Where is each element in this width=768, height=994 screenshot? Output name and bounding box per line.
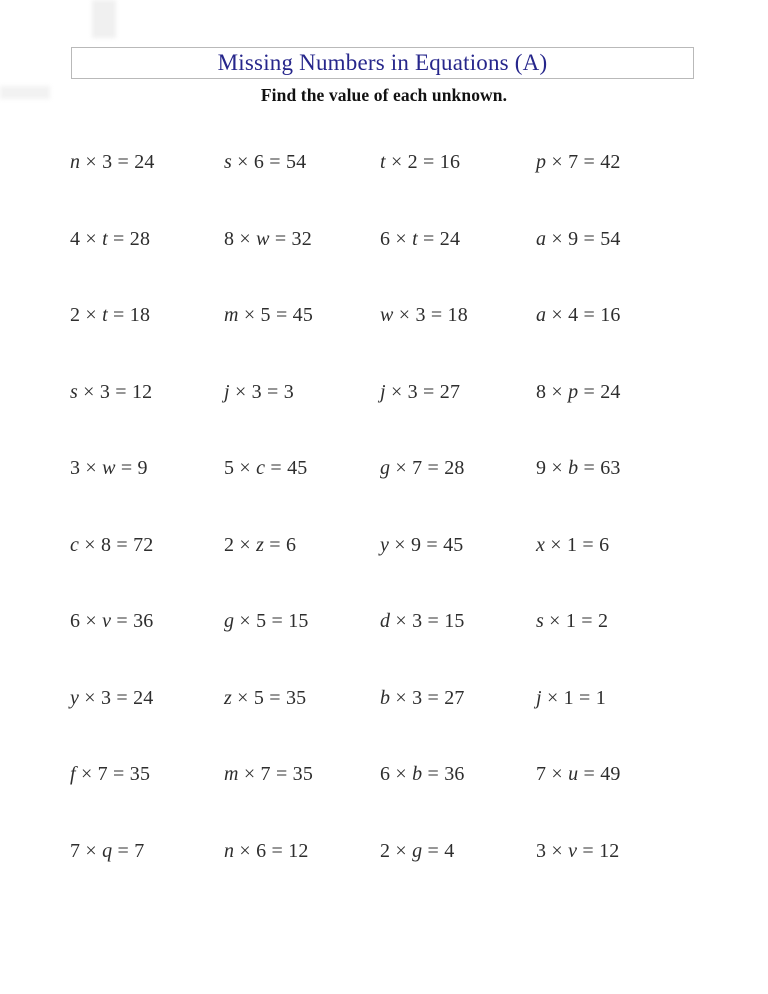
equation xyxy=(380,762,536,839)
factor-2: 4 xyxy=(568,304,579,326)
multiply-sign: × xyxy=(543,610,566,632)
product: 27 xyxy=(439,380,461,403)
product: 54 xyxy=(600,227,621,250)
product: 45 xyxy=(292,304,314,326)
product: 18 xyxy=(447,304,468,326)
equals-sign: = xyxy=(264,533,286,556)
factor-2: b xyxy=(412,763,423,785)
multiply-sign: × xyxy=(393,304,416,326)
equation xyxy=(380,227,536,304)
factor-2: 8 xyxy=(100,533,112,556)
factor-1: y xyxy=(380,533,390,556)
equation xyxy=(380,380,536,457)
factor-1: c xyxy=(70,533,80,556)
product: 6 xyxy=(285,533,297,556)
factor-2: u xyxy=(568,763,579,785)
product: 16 xyxy=(439,151,461,173)
multiply-sign: × xyxy=(234,227,257,250)
factor-1: j xyxy=(224,380,230,403)
equals-sign: = xyxy=(112,839,135,862)
factor-1: b xyxy=(380,686,391,709)
multiply-sign: × xyxy=(234,457,257,479)
equation xyxy=(70,686,224,763)
factor-2: w xyxy=(102,457,116,479)
factor-1: 2 xyxy=(70,304,81,326)
factor-2: 7 xyxy=(97,763,108,785)
factor-2: v xyxy=(568,839,578,862)
equals-sign: = xyxy=(269,227,292,250)
product: 36 xyxy=(444,763,465,785)
equation xyxy=(224,533,380,610)
factor-2: 3 xyxy=(251,380,262,403)
factor-2: q xyxy=(102,839,113,862)
equation xyxy=(380,533,536,610)
product: 18 xyxy=(129,304,151,326)
multiply-sign: × xyxy=(231,686,254,709)
factor-2: 1 xyxy=(563,686,574,709)
equation xyxy=(536,150,696,227)
equals-sign: = xyxy=(573,686,596,709)
multiply-sign: × xyxy=(546,227,569,250)
factor-2: t xyxy=(412,227,418,250)
factor-2: 2 xyxy=(407,151,418,173)
equals-sign: = xyxy=(422,839,445,862)
factor-1: d xyxy=(380,610,391,632)
factor-1: m xyxy=(224,763,239,785)
factor-1: 7 xyxy=(536,763,547,785)
product: 15 xyxy=(288,610,309,632)
equals-sign: = xyxy=(417,227,440,250)
product: 24 xyxy=(134,151,155,173)
factor-2: 3 xyxy=(412,686,423,709)
multiply-sign: × xyxy=(390,610,413,632)
equals-sign: = xyxy=(266,610,289,632)
equation xyxy=(70,839,224,916)
product: 24 xyxy=(133,686,154,709)
factor-2: 5 xyxy=(260,304,271,326)
product: 42 xyxy=(600,151,621,173)
equals-sign: = xyxy=(422,686,445,709)
factor-2: t xyxy=(102,227,108,250)
factor-1: n xyxy=(70,151,81,173)
product: 35 xyxy=(129,763,151,785)
equals-sign: = xyxy=(425,304,448,326)
factor-2: b xyxy=(568,457,579,479)
factor-1: n xyxy=(224,839,235,862)
product: 45 xyxy=(443,533,464,556)
page-title: Missing Numbers in Equations (A) xyxy=(217,50,548,75)
factor-1: g xyxy=(380,457,391,479)
factor-1: a xyxy=(536,227,547,250)
equation xyxy=(224,456,380,533)
equals-sign: = xyxy=(111,686,134,709)
factor-2: p xyxy=(568,380,579,403)
factor-1: s xyxy=(224,151,232,173)
equals-sign: = xyxy=(110,380,132,403)
product: 28 xyxy=(129,227,151,250)
factor-1: y xyxy=(70,686,80,709)
factor-2: 6 xyxy=(256,839,267,862)
product: 6 xyxy=(599,533,610,556)
equation xyxy=(380,303,536,380)
factor-1: 8 xyxy=(224,227,235,250)
equals-sign: = xyxy=(265,457,288,479)
factor-1: 8 xyxy=(536,380,547,403)
factor-1: 6 xyxy=(380,763,391,785)
equals-sign: = xyxy=(578,227,601,250)
factor-1: x xyxy=(536,533,546,556)
equation xyxy=(536,762,696,839)
equals-sign: = xyxy=(577,839,600,862)
factor-2: c xyxy=(256,457,266,479)
equation xyxy=(70,456,224,533)
product: 9 xyxy=(137,457,148,479)
product: 3 xyxy=(283,380,294,403)
factor-2: g xyxy=(412,839,423,862)
equation xyxy=(380,609,536,686)
multiply-sign: × xyxy=(385,380,408,403)
equation xyxy=(536,609,696,686)
product: 35 xyxy=(292,763,314,785)
equation xyxy=(380,456,536,533)
factor-2: 3 xyxy=(412,610,423,632)
factor-1: 5 xyxy=(224,457,235,479)
equals-sign: = xyxy=(261,380,284,403)
equation xyxy=(70,762,224,839)
factor-1: s xyxy=(536,610,544,632)
factor-2: 3 xyxy=(99,380,111,403)
factor-2: 3 xyxy=(415,304,426,326)
equation xyxy=(536,456,696,533)
equals-sign: = xyxy=(107,763,130,785)
product: 7 xyxy=(134,839,145,862)
product: 45 xyxy=(287,457,308,479)
equation xyxy=(536,380,696,457)
equals-sign: = xyxy=(107,227,130,250)
multiply-sign: × xyxy=(546,763,569,785)
factor-1: 9 xyxy=(536,457,547,479)
equals-sign: = xyxy=(417,380,440,403)
factor-2: 7 xyxy=(260,763,271,785)
equals-sign: = xyxy=(266,839,289,862)
product: 16 xyxy=(600,304,621,326)
factor-2: t xyxy=(102,304,108,326)
equation xyxy=(224,380,380,457)
multiply-sign: × xyxy=(546,151,569,173)
equation xyxy=(224,686,380,763)
factor-1: j xyxy=(536,686,542,709)
factor-2: 7 xyxy=(568,151,579,173)
equation xyxy=(70,533,224,610)
equals-sign: = xyxy=(417,151,440,173)
multiply-sign: × xyxy=(545,533,567,556)
multiply-sign: × xyxy=(80,151,103,173)
equals-sign: = xyxy=(264,151,286,173)
multiply-sign: × xyxy=(546,304,569,326)
factor-2: 3 xyxy=(102,151,113,173)
equals-sign: = xyxy=(578,763,601,785)
product: 4 xyxy=(444,839,455,862)
product: 27 xyxy=(444,686,465,709)
factor-2: 6 xyxy=(253,151,265,173)
product: 12 xyxy=(599,839,620,862)
factor-1: g xyxy=(224,610,235,632)
equation xyxy=(70,303,224,380)
factor-1: 6 xyxy=(380,227,391,250)
factor-1: f xyxy=(70,763,76,785)
factor-1: 3 xyxy=(536,839,547,862)
equation xyxy=(224,839,380,916)
factor-2: 7 xyxy=(412,457,423,479)
equals-sign: = xyxy=(422,610,445,632)
equation xyxy=(70,150,224,227)
multiply-sign: × xyxy=(80,610,103,632)
factor-1: z xyxy=(224,686,232,709)
factor-1: a xyxy=(536,304,547,326)
product: 2 xyxy=(597,610,609,632)
equals-sign: = xyxy=(578,457,601,479)
multiply-sign: × xyxy=(390,457,413,479)
multiply-sign: × xyxy=(229,380,252,403)
multiply-sign: × xyxy=(541,686,564,709)
equals-sign: = xyxy=(112,151,135,173)
factor-2: 1 xyxy=(566,533,578,556)
equation xyxy=(380,686,536,763)
multiply-sign: × xyxy=(80,304,103,326)
equals-sign: = xyxy=(422,457,445,479)
equals-sign: = xyxy=(270,304,293,326)
equals-sign: = xyxy=(421,533,444,556)
equation xyxy=(70,609,224,686)
multiply-sign: × xyxy=(385,151,408,173)
equation xyxy=(536,227,696,304)
equation xyxy=(536,839,696,916)
product: 63 xyxy=(600,457,621,479)
multiply-sign: × xyxy=(79,533,101,556)
product: 32 xyxy=(291,227,312,250)
equals-sign: = xyxy=(111,610,134,632)
factor-2: w xyxy=(256,227,270,250)
multiply-sign: × xyxy=(238,763,261,785)
factor-2: 3 xyxy=(100,686,112,709)
multiply-sign: × xyxy=(231,151,254,173)
multiply-sign: × xyxy=(75,763,98,785)
factor-2: 9 xyxy=(568,227,579,250)
product: 35 xyxy=(285,686,307,709)
multiply-sign: × xyxy=(234,533,257,556)
multiply-sign: × xyxy=(390,686,413,709)
product: 15 xyxy=(444,610,465,632)
multiply-sign: × xyxy=(80,457,103,479)
multiply-sign: × xyxy=(546,839,569,862)
equals-sign: = xyxy=(111,533,134,556)
product: 72 xyxy=(133,533,154,556)
equation xyxy=(224,303,380,380)
multiply-sign: × xyxy=(238,304,261,326)
factor-1: 6 xyxy=(70,610,81,632)
multiply-sign: × xyxy=(234,610,257,632)
multiply-sign: × xyxy=(390,763,413,785)
equations-grid xyxy=(70,150,730,915)
factor-1: 4 xyxy=(70,227,81,250)
factor-2: 1 xyxy=(565,610,577,632)
equals-sign: = xyxy=(115,457,138,479)
multiply-sign: × xyxy=(79,686,101,709)
multiply-sign: × xyxy=(77,380,100,403)
scan-artifact xyxy=(92,0,116,38)
multiply-sign: × xyxy=(389,533,411,556)
factor-1: p xyxy=(536,151,547,173)
factor-2: 5 xyxy=(253,686,265,709)
title-box xyxy=(71,47,694,79)
equals-sign: = xyxy=(578,380,601,403)
product: 12 xyxy=(131,380,153,403)
equals-sign: = xyxy=(264,686,286,709)
product: 36 xyxy=(133,610,154,632)
equals-sign: = xyxy=(578,151,601,173)
factor-1: j xyxy=(380,380,386,403)
equals-sign: = xyxy=(107,304,130,326)
equation xyxy=(70,227,224,304)
product: 28 xyxy=(444,457,465,479)
factor-1: w xyxy=(380,304,394,326)
product: 24 xyxy=(439,227,461,250)
factor-2: 3 xyxy=(407,380,418,403)
equation xyxy=(224,227,380,304)
equation xyxy=(536,533,696,610)
factor-2: v xyxy=(102,610,112,632)
factor-2: 5 xyxy=(256,610,267,632)
equation xyxy=(70,380,224,457)
equation xyxy=(536,686,696,763)
multiply-sign: × xyxy=(80,839,103,862)
multiply-sign: × xyxy=(80,227,103,250)
page-subtitle: Find the value of each unknown. xyxy=(260,85,508,105)
equation xyxy=(380,150,536,227)
factor-1: 3 xyxy=(70,457,81,479)
factor-1: 7 xyxy=(70,839,81,862)
product: 12 xyxy=(288,839,309,862)
equation xyxy=(380,839,536,916)
factor-1: 2 xyxy=(224,533,235,556)
equation xyxy=(224,609,380,686)
equation xyxy=(224,150,380,227)
equals-sign: = xyxy=(578,304,601,326)
factor-1: m xyxy=(224,304,239,326)
product: 24 xyxy=(600,380,621,403)
equals-sign: = xyxy=(422,763,445,785)
product: 54 xyxy=(285,151,307,173)
equals-sign: = xyxy=(577,533,600,556)
factor-1: s xyxy=(70,380,78,403)
multiply-sign: × xyxy=(234,839,257,862)
multiply-sign: × xyxy=(390,839,413,862)
equals-sign: = xyxy=(576,610,598,632)
product: 49 xyxy=(600,763,621,785)
multiply-sign: × xyxy=(546,457,569,479)
multiply-sign: × xyxy=(390,227,413,250)
equation xyxy=(536,303,696,380)
multiply-sign: × xyxy=(546,380,569,403)
factor-1: t xyxy=(380,151,386,173)
product: 1 xyxy=(595,686,606,709)
equation xyxy=(224,762,380,839)
equals-sign: = xyxy=(270,763,293,785)
factor-2: 9 xyxy=(410,533,422,556)
factor-1: 2 xyxy=(380,839,391,862)
factor-2: z xyxy=(256,533,265,556)
